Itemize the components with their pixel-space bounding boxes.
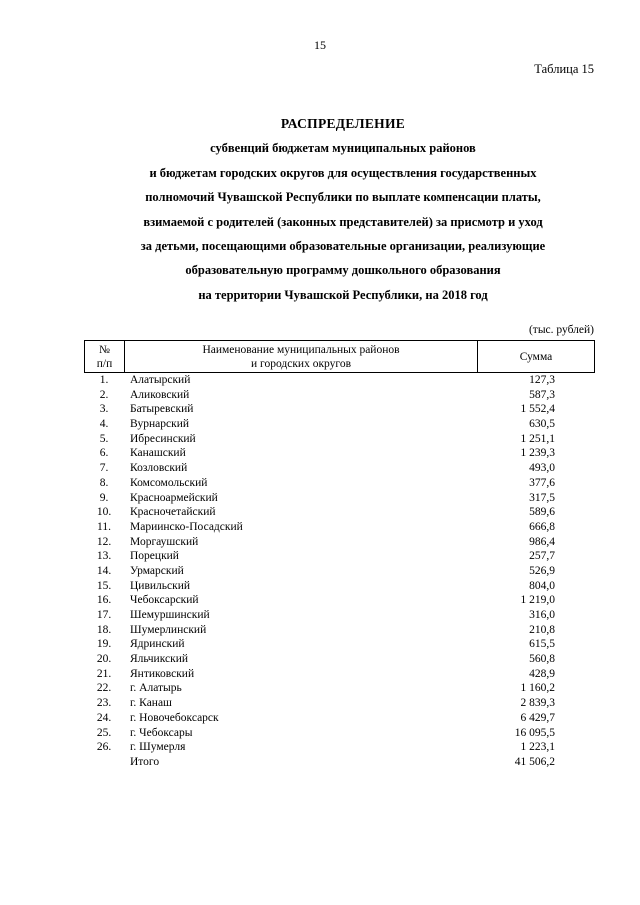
row-name: г. Алатырь (130, 682, 182, 695)
row-name: Мариинско-Посадский (130, 520, 243, 533)
row-sum: 257,7 (529, 550, 555, 563)
row-sum: 317,5 (529, 491, 555, 504)
table-row (84, 432, 595, 447)
row-sum: 666,8 (529, 520, 555, 533)
row-sum: 41 506,2 (514, 755, 555, 768)
row-sum: 589,6 (529, 506, 555, 519)
table-header (84, 340, 595, 373)
title-line: взимаемой с родителей (законных представителей) за присмотр и уход (143, 214, 543, 229)
row-name: Моргаушский (130, 535, 199, 548)
row-sum: 1 160,2 (520, 682, 555, 695)
row-number: 5. (99, 432, 109, 445)
table-row (84, 740, 595, 755)
table-body (84, 373, 595, 770)
row-name: Красночетайский (130, 506, 216, 519)
row-name: Яльчикский (130, 653, 189, 666)
row-name: Ядринский (130, 638, 185, 651)
row-name: г. Канаш (130, 697, 172, 710)
row-sum: 210,8 (529, 623, 555, 636)
row-number: 3. (99, 403, 109, 416)
header-sum: Сумма (519, 350, 553, 363)
title-line: и бюджетам городских округов для осуществления государственных (149, 165, 537, 180)
row-name: Цивильский (130, 579, 191, 592)
page-number: 15 (314, 38, 326, 52)
row-number: 6. (99, 447, 109, 460)
table-row (84, 549, 595, 564)
row-name: Порецкий (130, 550, 179, 563)
row-name: Чебоксарский (130, 594, 199, 607)
table-row (84, 667, 595, 682)
row-name: Янтиковский (130, 667, 195, 680)
table-row (84, 726, 595, 741)
table-row (84, 520, 595, 535)
table-row (84, 461, 595, 476)
row-sum: 804,0 (529, 579, 555, 592)
row-sum: 1 219,0 (520, 594, 555, 607)
row-sum: 1 239,3 (520, 447, 555, 460)
row-sum: 587,3 (529, 388, 555, 401)
row-number: 26. (96, 741, 112, 754)
table-row (84, 593, 595, 608)
row-name: Красноармейский (130, 491, 218, 504)
row-number: 22. (96, 682, 112, 695)
row-number: 19. (96, 638, 112, 651)
row-number: 17. (96, 609, 112, 621)
row-number: 8. (99, 476, 109, 489)
row-number: 24. (96, 711, 112, 724)
title-line: субвенций бюджетам муниципальных районов (210, 141, 476, 156)
title-line: образовательную программу дошкольного образования (185, 263, 501, 278)
row-name: Комсомольский (130, 476, 208, 489)
table-label: Таблица 15 (534, 62, 594, 76)
row-sum: 16 095,5 (514, 726, 555, 739)
row-sum: 526,9 (529, 564, 555, 577)
row-sum: 630,5 (529, 418, 555, 431)
table-row (84, 579, 595, 594)
row-number: 11. (97, 520, 111, 533)
row-sum: 986,4 (529, 535, 555, 548)
table-row (84, 564, 595, 579)
table-row (84, 505, 595, 520)
row-number: 1. (99, 374, 109, 386)
row-sum: 2 839,3 (520, 697, 555, 710)
row-sum: 377,6 (529, 476, 555, 489)
row-number: 13. (96, 550, 112, 563)
table-row (84, 637, 595, 652)
row-number: 16. (96, 594, 112, 607)
row-number: 14. (96, 564, 112, 577)
title-main: РАСПРЕДЕЛЕНИЕ (280, 116, 406, 131)
table-row (84, 623, 595, 638)
row-number: 25. (96, 726, 112, 739)
table-row (84, 446, 595, 461)
row-number (84, 755, 124, 770)
row-number: 7. (99, 462, 109, 475)
row-name: Алатырский (130, 374, 191, 386)
table-row (84, 476, 595, 491)
row-name: Шумерлинский (130, 623, 207, 636)
row-number: 18. (96, 623, 112, 636)
row-name: Козловский (130, 462, 188, 475)
row-sum: 615,5 (529, 638, 555, 651)
row-name: Аликовский (130, 388, 190, 401)
row-name: Батыревский (130, 403, 194, 416)
total-row (84, 755, 595, 770)
table-row (84, 535, 595, 550)
header-name (125, 341, 478, 372)
row-number: 21. (96, 667, 112, 680)
row-number: 15. (96, 579, 112, 592)
table-row (84, 417, 595, 432)
table-row (84, 402, 595, 417)
title-line: полномочий Чувашской Республики по выплате компенсации платы, (145, 190, 541, 205)
row-name: Ибресинский (130, 432, 196, 445)
table-row (84, 696, 595, 711)
header-num (85, 341, 125, 372)
row-sum: 6 429,7 (520, 711, 555, 724)
row-name: Канашский (130, 447, 186, 460)
row-name: Итого (130, 755, 160, 768)
header-num-line: п/п (96, 358, 113, 370)
title-line: на территории Чувашской Республики, на 2018 год (198, 287, 488, 302)
title-line: за детьми, посещающими образовательные организации, реализующие (140, 239, 546, 254)
row-sum: 1 552,4 (520, 403, 555, 416)
table-row (84, 373, 595, 388)
table-row (84, 491, 595, 506)
row-sum: 1 223,1 (520, 741, 555, 754)
row-sum: 428,9 (529, 667, 555, 680)
row-name: Вурнарский (130, 418, 190, 431)
row-sum: 560,8 (529, 653, 555, 666)
row-number: 4. (99, 418, 109, 431)
row-number: 23. (96, 697, 112, 710)
table-row (84, 652, 595, 667)
row-name: г. Новочебоксарск (130, 711, 219, 724)
row-name: г. Шумерля (130, 741, 186, 754)
row-name: Урмарский (130, 564, 184, 577)
header-name-line: и городских округов (251, 358, 351, 370)
row-sum: 493,0 (529, 462, 555, 475)
row-number: 10. (96, 506, 112, 519)
table-row (84, 608, 595, 623)
row-name: Шемуршинский (130, 609, 210, 621)
document-title (70, 112, 616, 307)
row-sum: 316,0 (529, 609, 555, 621)
row-sum: 1 251,1 (520, 432, 555, 445)
units-label: (тыс. рублей) (528, 324, 594, 336)
row-number: 20. (96, 653, 112, 666)
row-sum: 127,3 (529, 374, 555, 386)
table-row (84, 388, 595, 403)
header-num-line: № (99, 344, 110, 356)
table-row (84, 681, 595, 696)
header-name-line: Наименование муниципальных районов (202, 344, 400, 356)
row-number: 2. (99, 388, 109, 401)
row-number: 12. (96, 535, 112, 548)
table-row (84, 711, 595, 726)
row-number: 9. (99, 491, 109, 504)
row-name: г. Чебоксары (130, 726, 193, 739)
